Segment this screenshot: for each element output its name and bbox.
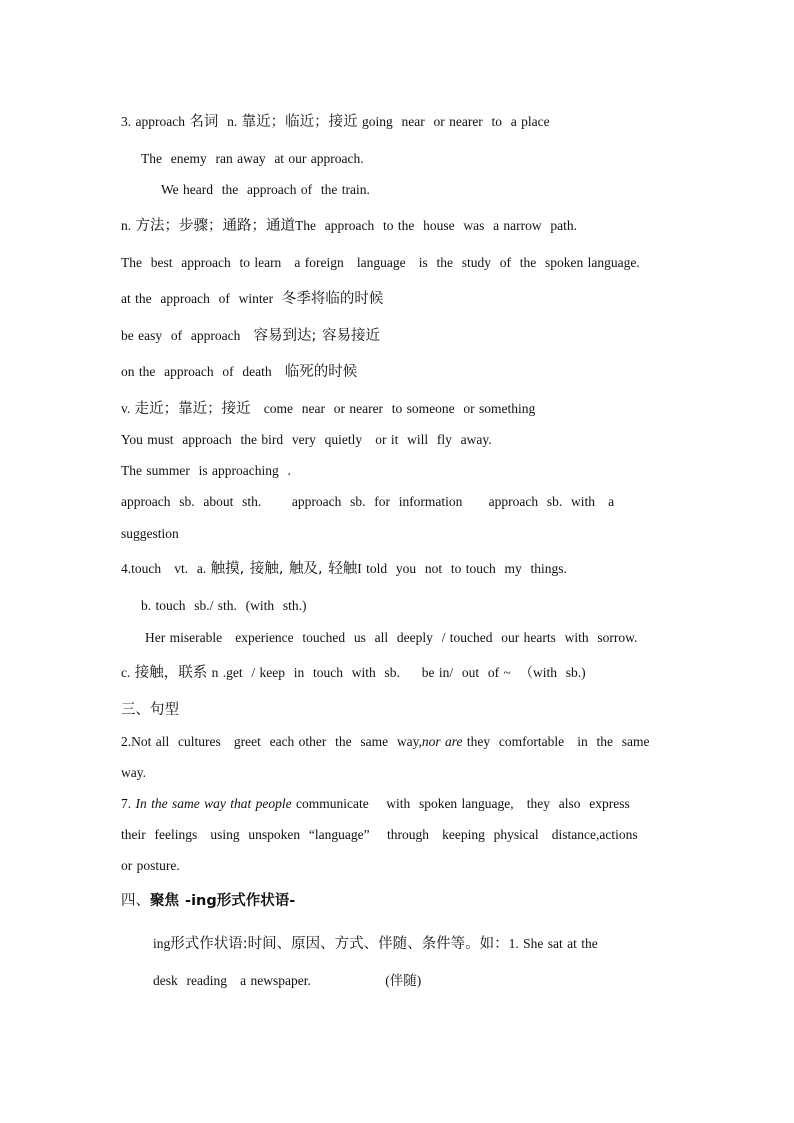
text: v.: [121, 401, 135, 416]
text: they comfortable in the same: [462, 734, 650, 749]
phrase-approach-winter: [121, 290, 383, 308]
text: The approach to the house was a narrow path.: [295, 218, 578, 233]
text: 7.: [121, 796, 136, 811]
line-approach-method: [121, 217, 577, 235]
text: n.: [218, 114, 242, 129]
phrase-approach-death: [121, 363, 357, 381]
touch-b: b. touch sb./ sth. (with sth.): [141, 598, 307, 613]
cjk-text: 触摸, 接触, 触及, 轻触: [210, 561, 358, 577]
sentence-2: [121, 733, 649, 751]
text: n .get / keep in touch with sb. be in/ out of ~ （with sb.): [207, 665, 586, 680]
line-approach-noun: [121, 113, 550, 131]
italic-text: nor are: [421, 734, 463, 749]
phrases-approach-sb: approach sb. about sth. approach sb. for information approach sb. with a: [121, 494, 615, 509]
sentence-7: [121, 795, 630, 813]
cjk-text: 容易到达; 容易接近: [253, 328, 380, 344]
text: 1. She sat at the: [508, 936, 598, 951]
text: I told you not to touch my things.: [357, 561, 567, 576]
text: c.: [121, 665, 135, 680]
line-approach-verb: [121, 400, 535, 418]
line-touch: [121, 560, 567, 578]
bold-heading: 聚焦 -ing形式作状语-: [150, 893, 296, 909]
text: on the approach of death: [121, 364, 285, 379]
text: be easy of approach: [121, 328, 254, 343]
sentence-7-cont: their feelings using unspoken “language” through keeping physical distance,actions: [121, 827, 638, 842]
text: come near or nearer to someone or something: [250, 401, 536, 416]
ing-explanation: [153, 935, 598, 953]
text: going near or nearer to a place: [357, 114, 550, 129]
cjk-text: 形式作状语:时间、原因、方式、伴随、条件等。如：: [170, 936, 509, 952]
phrase-easy-approach: [121, 327, 380, 345]
cjk-text: 靠近；临近；接近: [241, 114, 358, 130]
example-train: We heard the approach of the train.: [161, 182, 370, 197]
example-miserable: Her miserable experience touched us all deeply / touched our hearts with sorrow.: [145, 630, 638, 645]
text: n.: [121, 218, 136, 233]
example-best-approach: The best approach to learn a foreign language is the study of the spoken language.: [121, 255, 640, 270]
text: 2.Not all cultures greet each other the same way,: [121, 734, 422, 749]
phrase-suggestion: suggestion: [121, 526, 179, 541]
italic-text: In the same way that people: [135, 796, 292, 811]
section-heading-ing: [121, 892, 295, 910]
cjk-text: 名词: [189, 114, 219, 130]
text: communicate with spoken language, they also express: [291, 796, 630, 811]
section-heading-sentences: 三、句型: [121, 702, 179, 718]
text: ing: [153, 936, 171, 951]
touch-c: [121, 664, 586, 682]
cjk-text: 接触，联系: [134, 665, 208, 681]
sentence-2-cont: way.: [121, 765, 146, 780]
cjk-text: 方法；步骤；通路；通道: [135, 218, 295, 234]
cjk-text: 临死的时候: [284, 364, 358, 380]
cjk-text: 四、: [121, 893, 150, 909]
text: at the approach of winter: [121, 291, 282, 306]
text: 3. approach: [121, 114, 190, 129]
text: 4.touch vt. a.: [121, 561, 211, 576]
cjk-text: 走近；靠近；接近: [134, 401, 251, 417]
example-enemy: The enemy ran away at our approach.: [141, 151, 364, 166]
ing-example: desk reading a newspaper. (伴随): [153, 973, 422, 988]
cjk-text: 冬季将临的时候: [281, 291, 384, 307]
example-summer: The summer is approaching .: [121, 463, 291, 478]
example-bird: You must approach the bird very quietly or it will fly away.: [121, 432, 492, 447]
sentence-7-end: or posture.: [121, 858, 180, 873]
